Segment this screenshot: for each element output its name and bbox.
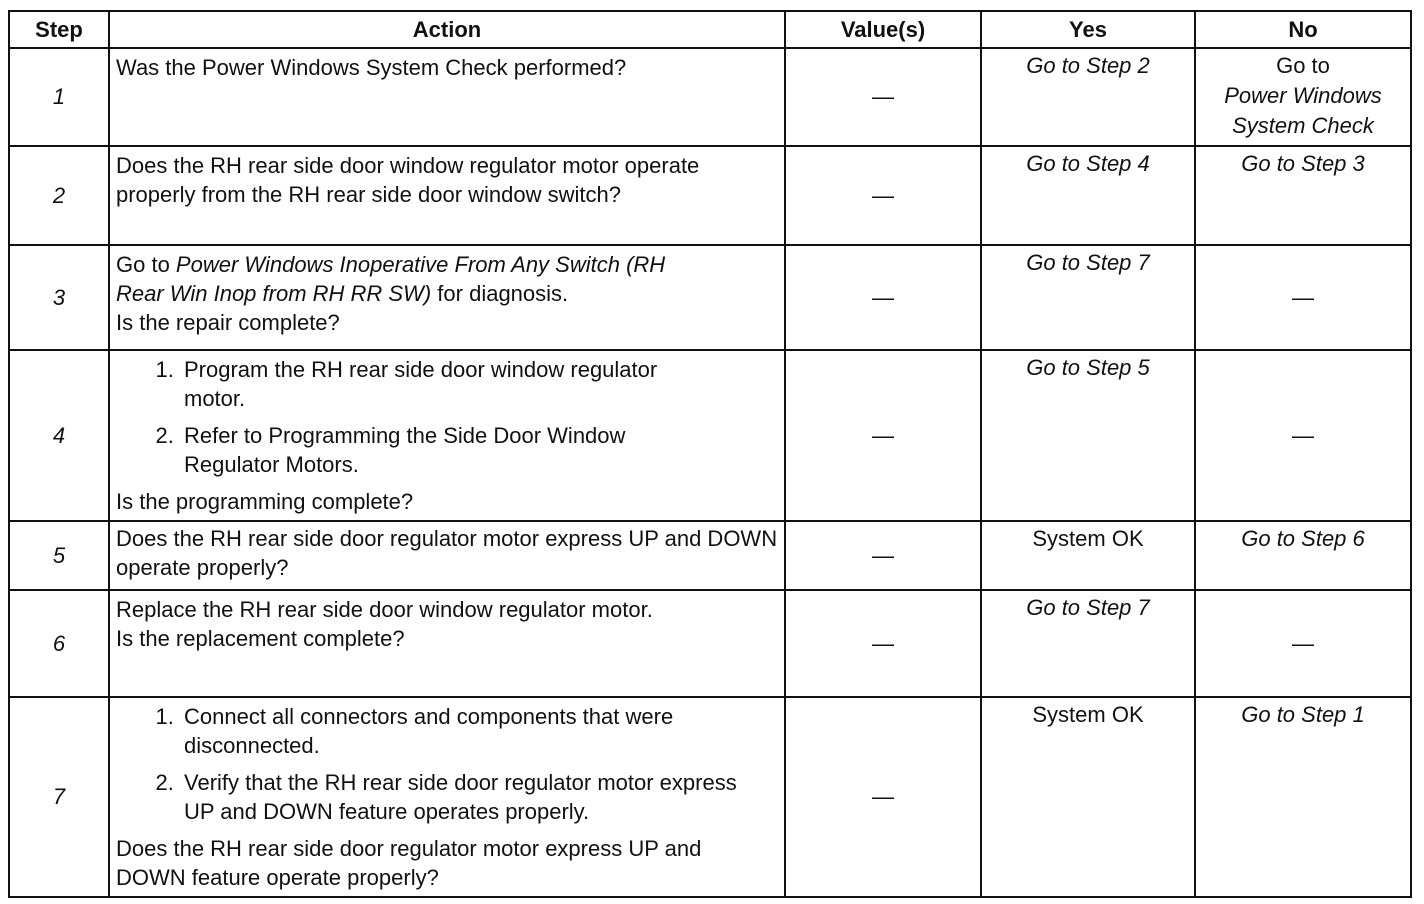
list-item: 1. Program the RH rear side door window regulator motor.	[180, 355, 664, 413]
header-yes: Yes	[981, 11, 1195, 48]
action-cell	[109, 350, 785, 521]
header-row	[9, 11, 1411, 48]
value-cell: —	[785, 48, 981, 146]
action-intro-text: Go to	[116, 252, 176, 277]
yes-cell	[981, 146, 1195, 245]
header-step: Step	[9, 11, 109, 48]
yes-cell	[981, 245, 1195, 350]
table-row	[9, 697, 1411, 897]
table-row	[9, 590, 1411, 697]
step-number: 7	[9, 697, 109, 897]
yes-text: Go to Step 5	[1026, 355, 1150, 380]
list-item: 2. Refer to Programming the Side Door Window Regulator Motors.	[180, 421, 664, 479]
action-cell	[109, 590, 785, 697]
value-cell: —	[785, 350, 981, 521]
action-steps-list	[116, 702, 764, 834]
action-text: Does the RH rear side door regulator motor express UP and DOWN operate properly?	[116, 526, 778, 580]
yes-cell	[981, 590, 1195, 697]
step-number: 4	[9, 350, 109, 521]
action-cell	[109, 48, 785, 146]
action-intro	[116, 250, 714, 308]
no-prefix: Go to	[1276, 53, 1330, 78]
table-row	[9, 350, 1411, 521]
no-cell	[1195, 146, 1411, 245]
action-text: Does the RH rear side door window regulator motor operate properly from the RH rear side door window switch?	[116, 153, 700, 207]
action-intro-suffix: for diagnosis.	[431, 281, 569, 306]
header-action: Action	[109, 11, 785, 48]
no-cell	[1195, 48, 1411, 146]
action-question: Does the RH rear side door regulator motor express UP and DOWN feature operate properly?	[116, 836, 702, 890]
value-cell: —	[785, 590, 981, 697]
list-item: 1. Connect all connectors and components that were disconnected.	[180, 702, 764, 760]
table-row	[9, 245, 1411, 350]
no-text: Power Windows System Check	[1224, 83, 1382, 138]
no-cell	[1195, 521, 1411, 590]
action-question: Is the programming complete?	[116, 489, 414, 514]
yes-text: Go to Step 4	[1026, 151, 1150, 176]
action-cell	[109, 521, 785, 590]
action-cell	[109, 697, 785, 897]
step-number: 3	[9, 245, 109, 350]
no-text: Go to Step 3	[1241, 151, 1365, 176]
diagnostic-table	[8, 10, 1412, 898]
action-cell	[109, 245, 785, 350]
action-question: Is the replacement complete?	[116, 626, 405, 651]
table-row	[9, 48, 1411, 146]
no-text: Go to Step 6	[1241, 526, 1365, 551]
table-row	[9, 521, 1411, 590]
action-steps-list	[116, 355, 664, 487]
header-values: Value(s)	[785, 11, 981, 48]
action-cell	[109, 146, 785, 245]
value-cell: —	[785, 521, 981, 590]
no-text: Go to Step 1	[1241, 702, 1365, 727]
action-text: Replace the RH rear side door window regulator motor.	[116, 597, 653, 622]
yes-cell	[981, 350, 1195, 521]
no-cell	[1195, 697, 1411, 897]
step-number: 1	[9, 48, 109, 146]
step-number: 6	[9, 590, 109, 697]
header-no: No	[1195, 11, 1411, 48]
yes-text: Go to Step 7	[1026, 595, 1150, 620]
yes-text: System OK	[1032, 526, 1144, 551]
yes-text: System OK	[1032, 702, 1144, 727]
value-cell: —	[785, 697, 981, 897]
yes-cell	[981, 697, 1195, 897]
no-cell: —	[1195, 590, 1411, 697]
no-cell: —	[1195, 245, 1411, 350]
yes-text: Go to Step 7	[1026, 250, 1150, 275]
action-question: Is the repair complete?	[116, 310, 340, 335]
yes-cell	[981, 48, 1195, 146]
list-item: 2. Verify that the RH rear side door regulator motor express UP and DOWN feature operates properly.	[180, 768, 764, 826]
yes-text: Go to Step 2	[1026, 53, 1150, 78]
step-number: 2	[9, 146, 109, 245]
action-intro-link: Power Windows Inoperative From Any Switch (RH Rear Win Inop from RH RR SW)	[116, 252, 666, 306]
yes-cell	[981, 521, 1195, 590]
no-cell: —	[1195, 350, 1411, 521]
value-cell: —	[785, 146, 981, 245]
table-row	[9, 146, 1411, 245]
value-cell: —	[785, 245, 981, 350]
step-number: 5	[9, 521, 109, 590]
action-text: Was the Power Windows System Check performed?	[116, 55, 627, 80]
